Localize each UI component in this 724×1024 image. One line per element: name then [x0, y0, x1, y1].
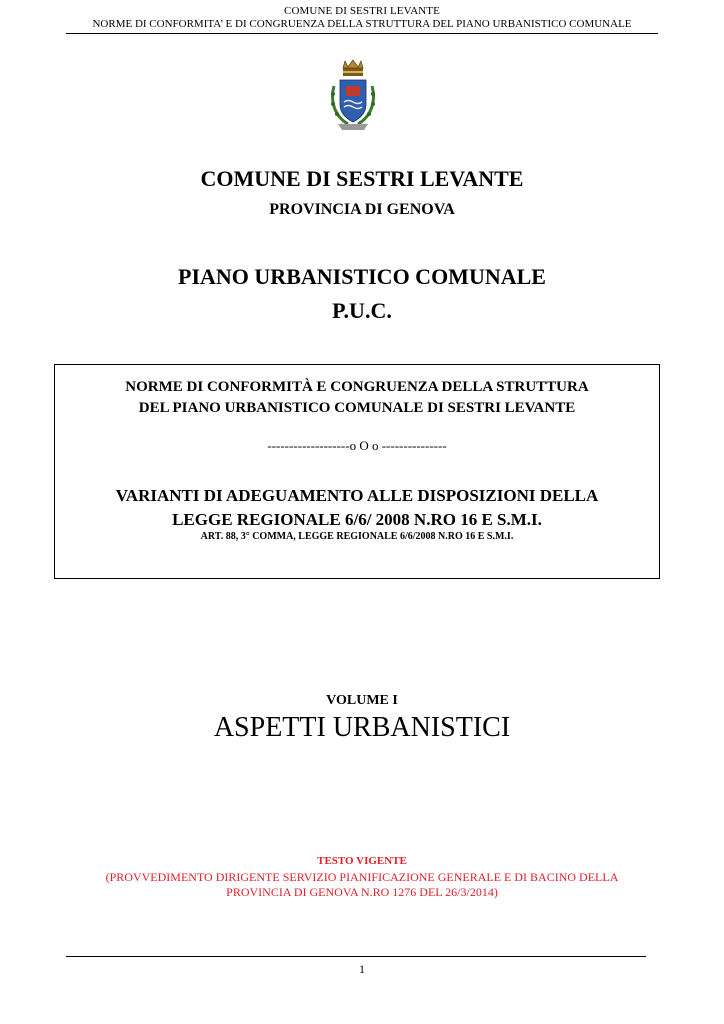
- header-line-2: NORME DI CONFORMITA’ E DI CONGRUENZA DELLA STRUTTURA DEL PIANO URBANISTICO COMUNALE: [92, 18, 632, 30]
- header-divider: [66, 33, 658, 34]
- coat-of-arms-icon: [326, 58, 380, 134]
- header-line-1: COMUNE DI SESTRI LEVANTE: [284, 5, 440, 17]
- page-number: 1: [359, 962, 365, 976]
- status-heading: TESTO VIGENTE: [317, 855, 407, 867]
- volume-label: VOLUME I: [326, 693, 398, 708]
- box-line-4: LEGGE REGIONALE 6/6/ 2008 N.RO 16 E S.M.I.: [172, 510, 542, 529]
- province-title: PROVINCIA DI GENOVA: [269, 201, 455, 218]
- plan-acronym: P.U.C.: [332, 298, 392, 323]
- footer-divider: [66, 956, 646, 957]
- box-line-5: ART. 88, 3° COMMA, LEGGE REGIONALE 6/6/2008 N.RO 16 E S.M.I.: [200, 531, 514, 542]
- plan-title: PIANO URBANISTICO COMUNALE: [178, 264, 546, 289]
- box-line-1: NORME DI CONFORMITÀ E CONGRUENZA DELLA STRUTTURA: [125, 379, 589, 395]
- status-note-line-1: (PROVVEDIMENTO DIRIGENTE SERVIZIO PIANIFICAZIONE GENERALE E DI BACINO DELLA: [105, 870, 619, 884]
- box-line-2: DEL PIANO URBANISTICO COMUNALE DI SESTRI LEVANTE: [138, 400, 576, 416]
- municipality-title: COMUNE DI SESTRI LEVANTE: [200, 166, 524, 191]
- volume-title: ASPETTI URBANISTICI: [213, 712, 511, 743]
- box-line-3: VARIANTI DI ADEGUAMENTO ALLE DISPOSIZIONI DELLA: [115, 486, 599, 505]
- box-separator: -------------------o O o ---------------: [267, 438, 447, 453]
- description-box: [54, 364, 660, 579]
- status-note-line-2: PROVINCIA DI GENOVA N.RO 1276 DEL 26/3/2014): [226, 885, 498, 899]
